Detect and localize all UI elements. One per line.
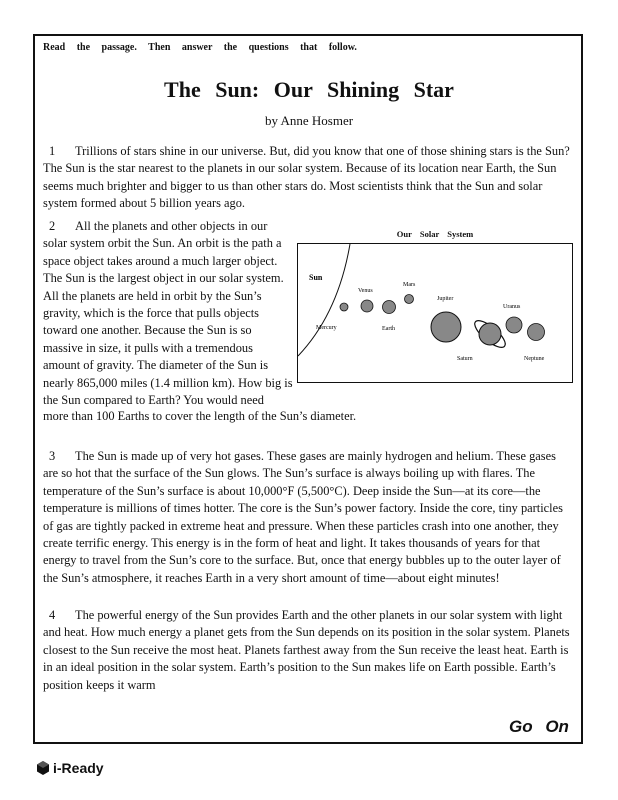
saturn-planet: [479, 323, 501, 345]
go-on-label: Go On: [509, 717, 569, 736]
paragraph-text: The Sun is made up of very hot gases. These gases are mainly hydrogen and helium. These gases are so hot that the surface of the Sun glows. The Sun’s surface is always boiling up with flares. The temperature of the Sun’s surface is about 10,000°F (5,500°C). Deep inside the Sun—at its core—the temperature is millions of times hotter. The core is the Sun’s power factory. Inside the core, tiny particles of gas are tightly packed in extreme heat and pressure. When these particles crash into one another, they create terrific energy. This energy is in the form of heat and light. It takes thousands of years for that energy to travel from the Sun’s core to the surface. But, once that energy bubbles up to the outer layer of the Sun’s atmosphere, it reaches Earth in a very short amount of time—about eight minutes!: [43, 449, 563, 585]
jupiter-planet: [431, 312, 461, 342]
neptune-planet: [528, 324, 545, 341]
paragraph-1: [43, 143, 571, 213]
uranus-label: Uranus: [503, 304, 521, 310]
saturn-label: Saturn: [457, 356, 473, 362]
instructions: Read the passage. Then answer the questions that follow.: [43, 42, 357, 53]
brand-name: i-Ready: [53, 760, 104, 776]
mercury-label: Mercury: [316, 325, 337, 331]
paragraph-4: [43, 607, 571, 694]
paragraph-number: 2: [49, 219, 56, 233]
mercury-planet: [340, 303, 348, 311]
paragraph-number: 4: [49, 608, 56, 622]
uranus-planet: [506, 317, 522, 333]
i-ready-logo-icon: [35, 760, 51, 776]
earth-planet: [383, 301, 396, 314]
venus-label: Venus: [358, 288, 373, 294]
mars-planet: [405, 295, 414, 304]
paragraph-3: [43, 448, 571, 587]
sun-arc: [298, 244, 350, 356]
paragraph-2: [43, 218, 293, 409]
neptune-label: Neptune: [524, 356, 545, 362]
venus-planet: [361, 300, 373, 312]
paragraph-text: All the planets and other objects in our solar system orbit the Sun. An orbit is the path a space object takes around a much larger object. The Sun is the largest object in our solar system. All the planets are held in orbit by the Sun’s gravity, which is the force that pulls objects toward one another. Because the Sun is so massive in size, it pulls with a tremendous amount of gravity. The diameter of the Sun is nearly 865,000 miles (1.4 million km). How big is the Sun compared to Earth? You would need: [43, 219, 293, 408]
paragraph-number: 1: [49, 144, 56, 158]
earth-label: Earth: [382, 326, 395, 332]
sun-label: Sun: [309, 273, 323, 282]
solar-system-diagram: [297, 243, 573, 383]
paragraph-text: Trillions of stars shine in our universe. But, did you know that one of those shining stars is the Sun? The Sun is the star nearest to the planets in our solar system. Because of its location near Earth, the Sun seems much brighter and bigger to us than other stars do. Most scientists think that the Sun and solar system formed about 5 billion years ago.: [43, 144, 570, 211]
i-ready-logo: [35, 760, 104, 776]
diagram-title: Our Solar System: [396, 229, 474, 239]
passage-title: The Sun: Our Shining Star: [164, 77, 454, 102]
paragraph-text: The powerful energy of the Sun provides Earth and the other planets in our solar system with light and heat. How much energy a planet gets from the Sun depends on its position in the solar system. Planets closest to the Sun receive the most heat. Planets farthest away from the Sun receive the least heat. Earth is in an ideal position in the solar system. Earth’s position to the Sun makes life on Earth possible. Earth’s position keeps it warm: [43, 608, 570, 692]
mars-label: Mars: [403, 282, 416, 288]
byline: by Anne Hosmer: [264, 113, 354, 128]
paragraph-2-continued: more than 100 Earths to cover the length of the Sun’s diameter.: [43, 409, 357, 423]
jupiter-label: Jupiter: [437, 296, 454, 302]
paragraph-number: 3: [49, 449, 56, 463]
